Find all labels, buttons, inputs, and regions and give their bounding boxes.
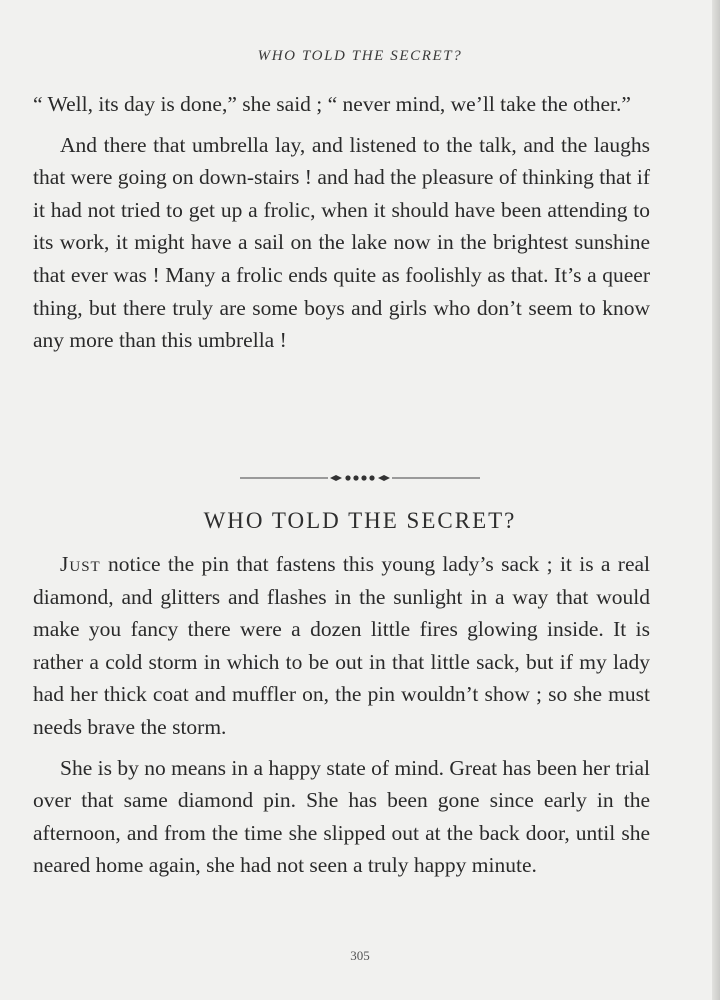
page-edge-shadow: [712, 0, 720, 1000]
paragraph-dialogue: “ Well, its day is done,” she said ; “ never mind, we’ll take the other.”: [33, 92, 631, 116]
paragraph-umbrella: And there that umbrella lay, and listened to the talk, and the laughs that were going on down-stairs ! and had the pleasure of thinking that if it had not tried to get up a frolic, when it should have been attending to its work, it might have a sail on the lake now in the brightest sunshine that ever was ! Many a frolic ends quite as foolishly as that. It’s a queer thing, but there truly are some boys and girls who don’t seem to know any more than this umbrella !: [33, 132, 650, 353]
chapter-title: WHO TOLD THE SECRET?: [203, 508, 517, 533]
paragraph-diamond-pin-text: notice the pin that fastens this young lady’s sack ; it is a real diamond, and glitters and flashes in the sunlight in a way that would make you fancy there were a dozen little fires glowing inside. It is rather a cold storm in which to be out in that little sack, but if my lady had her thick coat and muffler on, the pin wouldn’t show ; so she must needs brave the storm.: [33, 552, 650, 739]
page-number: 305: [350, 948, 370, 963]
first-word-small-caps: Just: [60, 552, 101, 576]
running-head: WHO TOLD THE SECRET?: [257, 48, 463, 64]
text-section-1: [33, 88, 650, 357]
section-divider-ornament: [240, 470, 480, 486]
paragraph-state-of-mind: She is by no means in a happy state of mind. Great has been her trial over that same diamond pin. She has been gone since early in the afternoon, and from the time she slipped out at the back door, until she neared home again, she had not seen a truly happy minute.: [33, 755, 650, 878]
paragraph-diamond-pin: [33, 548, 650, 744]
text-section-2: [33, 548, 650, 882]
